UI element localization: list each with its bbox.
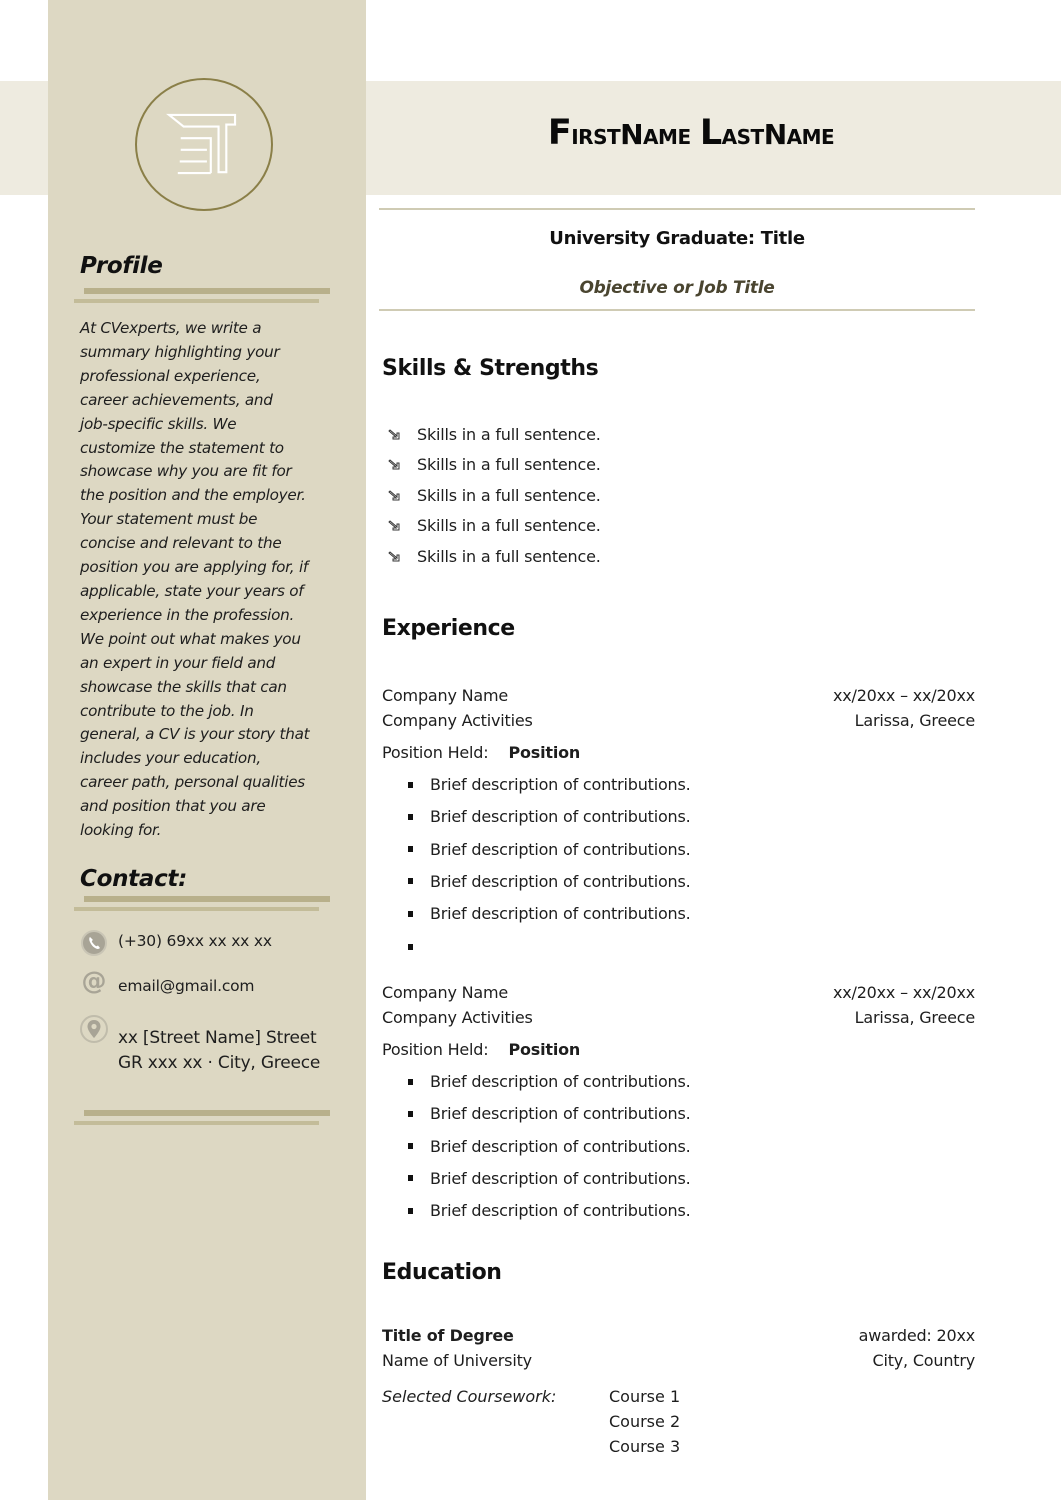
- contribution-bullet: [408, 1201, 691, 1220]
- contribution-bullet: [408, 1072, 691, 1091]
- profile-line: showcase why you are fit for: [80, 462, 292, 481]
- square-bullet-icon: [408, 1079, 413, 1085]
- job-header-row: [382, 983, 975, 1002]
- profile-line: looking for.: [80, 821, 162, 840]
- profile-line: applicable, state your years of: [80, 581, 304, 600]
- awarded-date: awarded: 20xx: [858, 1326, 975, 1345]
- skill-item: [388, 486, 601, 505]
- profile-line: showcase the skills that can: [80, 677, 287, 696]
- skill-item: [388, 547, 601, 566]
- profile-line: the position and the employer.: [80, 486, 306, 505]
- monogram-logo-icon: [137, 80, 271, 209]
- profile-line: includes your education,: [80, 749, 261, 768]
- profile-line: and position that you are: [80, 797, 266, 816]
- square-bullet-icon: [408, 944, 413, 950]
- contribution-text: Brief description of contributions.: [430, 904, 691, 924]
- profile-line: At CVexperts, we write a: [80, 319, 262, 337]
- contribution-bullet: [408, 937, 430, 957]
- contribution-bullet: [408, 775, 691, 794]
- arrow-down-right-icon: [388, 458, 404, 471]
- job-dates: xx/20xx – xx/20xx: [832, 983, 975, 1002]
- education-row-degree: [382, 1326, 975, 1345]
- contribution-text: Brief description of contributions.: [430, 839, 691, 859]
- job-subheader-row: [382, 1008, 975, 1027]
- contact-divider-bar: [84, 896, 330, 902]
- square-bullet-icon: [408, 911, 413, 917]
- skill-text: Skills in a full sentence.: [417, 425, 601, 444]
- square-bullet-icon: [408, 1175, 413, 1181]
- address-line-1: xx [Street Name] Street: [118, 1028, 317, 1048]
- contribution-text: Brief description of contributions.: [430, 871, 691, 891]
- company-activities: Company Activities: [382, 1008, 533, 1027]
- education-row-university: [382, 1351, 975, 1370]
- arrow-down-right-icon: [388, 428, 404, 441]
- university-name: Name of University: [382, 1351, 532, 1370]
- contribution-bullet: [408, 1169, 691, 1188]
- profile-line: contribute to the job. In: [80, 701, 254, 720]
- phone-number: (+30) 69xx xx xx xx: [118, 932, 272, 950]
- position-row: [382, 1040, 580, 1059]
- job-location: Larissa, Greece: [854, 711, 975, 730]
- course-item: Course 2: [609, 1412, 681, 1431]
- position-label: Position Held:: [382, 1040, 489, 1059]
- profile-line: summary highlighting your: [80, 342, 280, 361]
- job-header-row: [382, 686, 975, 705]
- position-row: [382, 743, 580, 762]
- phone-icon: [80, 929, 108, 957]
- last-name-initial: L: [699, 113, 722, 153]
- skill-text: Skills in a full sentence.: [417, 516, 601, 536]
- skill-text: Skills in a full sentence.: [417, 485, 601, 505]
- skill-text: Skills in a full sentence.: [417, 455, 601, 475]
- square-bullet-icon: [408, 846, 413, 852]
- position-value: Position: [508, 1040, 581, 1059]
- contribution-bullet: [408, 1137, 691, 1156]
- profile-line: career path, personal qualities: [80, 773, 305, 792]
- profile-divider-bar-secondary: [74, 299, 319, 303]
- company-name: Company Name: [382, 686, 509, 705]
- contribution-bullet: [408, 807, 691, 826]
- profile-line: job-specific skills. We: [80, 414, 237, 433]
- contribution-text: Brief description of contributions.: [430, 1168, 691, 1188]
- contribution-text: Brief description of contributions.: [430, 807, 691, 827]
- objective: Objective or Job Title: [579, 278, 775, 298]
- skill-item: [388, 425, 601, 444]
- profile-line: Your statement must be: [80, 510, 258, 529]
- skill-item: [388, 455, 601, 474]
- profile-line: career achievements, and: [80, 390, 273, 409]
- skill-item: [388, 516, 601, 535]
- square-bullet-icon: [408, 1111, 413, 1117]
- profile-line: concise and relevant to the: [80, 534, 282, 553]
- profile-line: customize the statement to: [80, 438, 284, 457]
- email-address: email@gmail.com: [118, 977, 255, 995]
- first-name-rest: irstName: [571, 118, 691, 151]
- profile-line: We point out what makes you: [80, 629, 301, 648]
- contribution-bullet: [408, 840, 691, 859]
- contribution-text: Brief description of contributions.: [430, 1136, 691, 1156]
- course-item: Course 1: [609, 1387, 681, 1406]
- square-bullet-icon: [408, 878, 413, 884]
- location-pin-icon: [80, 1016, 108, 1044]
- profile-heading: Profile: [80, 253, 163, 279]
- contribution-bullet: [408, 872, 691, 891]
- square-bullet-icon: [408, 1208, 413, 1214]
- last-name-rest: astName: [721, 118, 835, 151]
- header-divider-bottom: [379, 309, 975, 311]
- position-label: Position Held:: [382, 743, 489, 762]
- skill-text: Skills in a full sentence.: [417, 546, 601, 566]
- subtitle: University Graduate: Title: [549, 228, 805, 249]
- course-item: Course 3: [609, 1437, 681, 1456]
- contact-phone: [80, 929, 272, 957]
- at-sign-icon: @: [81, 966, 107, 995]
- arrow-down-right-icon: [388, 550, 404, 563]
- contribution-text: Brief description of contributions.: [430, 1201, 691, 1221]
- profile-line: position you are applying for, if: [80, 558, 309, 577]
- company-name: Company Name: [382, 983, 509, 1002]
- contribution-bullet: [408, 904, 691, 923]
- experience-title: Experience: [382, 616, 515, 641]
- contribution-text: Brief description of contributions.: [430, 775, 691, 794]
- company-activities: Company Activities: [382, 711, 533, 730]
- contact-email: [80, 968, 254, 999]
- profile-line: experience in the profession.: [80, 605, 295, 624]
- degree-title: Title of Degree: [382, 1326, 514, 1345]
- arrow-down-right-icon: [388, 519, 404, 532]
- square-bullet-icon: [408, 1143, 413, 1149]
- profile-line: professional experience,: [80, 366, 261, 385]
- arrow-down-right-icon: [388, 489, 404, 502]
- university-location: City, Country: [872, 1351, 975, 1370]
- header-divider-top: [379, 208, 975, 210]
- position-value: Position: [508, 743, 581, 762]
- profile-line: an expert in your field and: [80, 653, 276, 672]
- first-name-initial: F: [547, 113, 572, 153]
- job-subheader-row: [382, 711, 975, 730]
- contact-divider-bar-secondary: [74, 907, 319, 911]
- square-bullet-icon: [408, 782, 413, 788]
- contact-address: [80, 1016, 320, 1076]
- education-title: Education: [382, 1260, 502, 1285]
- contribution-text: Brief description of contributions.: [430, 1104, 691, 1124]
- address-line-2: GR xxx xx · City, Greece: [118, 1053, 321, 1073]
- contact-bottom-bar: [84, 1110, 330, 1116]
- contribution-text: Brief description of contributions.: [430, 1072, 691, 1091]
- coursework-label: Selected Coursework:: [382, 1387, 557, 1406]
- skills-title: Skills & Strengths: [382, 356, 599, 381]
- square-bullet-icon: [408, 814, 413, 820]
- job-location: Larissa, Greece: [854, 1008, 975, 1027]
- contact-heading: Contact:: [80, 866, 187, 892]
- profile-divider-bar: [84, 288, 330, 294]
- profile-summary: [80, 317, 342, 843]
- logo: [135, 78, 273, 211]
- full-name: [366, 113, 1016, 153]
- job-dates: xx/20xx – xx/20xx: [832, 686, 975, 705]
- profile-line: general, a CV is your story that: [80, 725, 310, 744]
- contribution-bullet: [408, 1104, 691, 1123]
- contact-bottom-bar-secondary: [74, 1121, 319, 1125]
